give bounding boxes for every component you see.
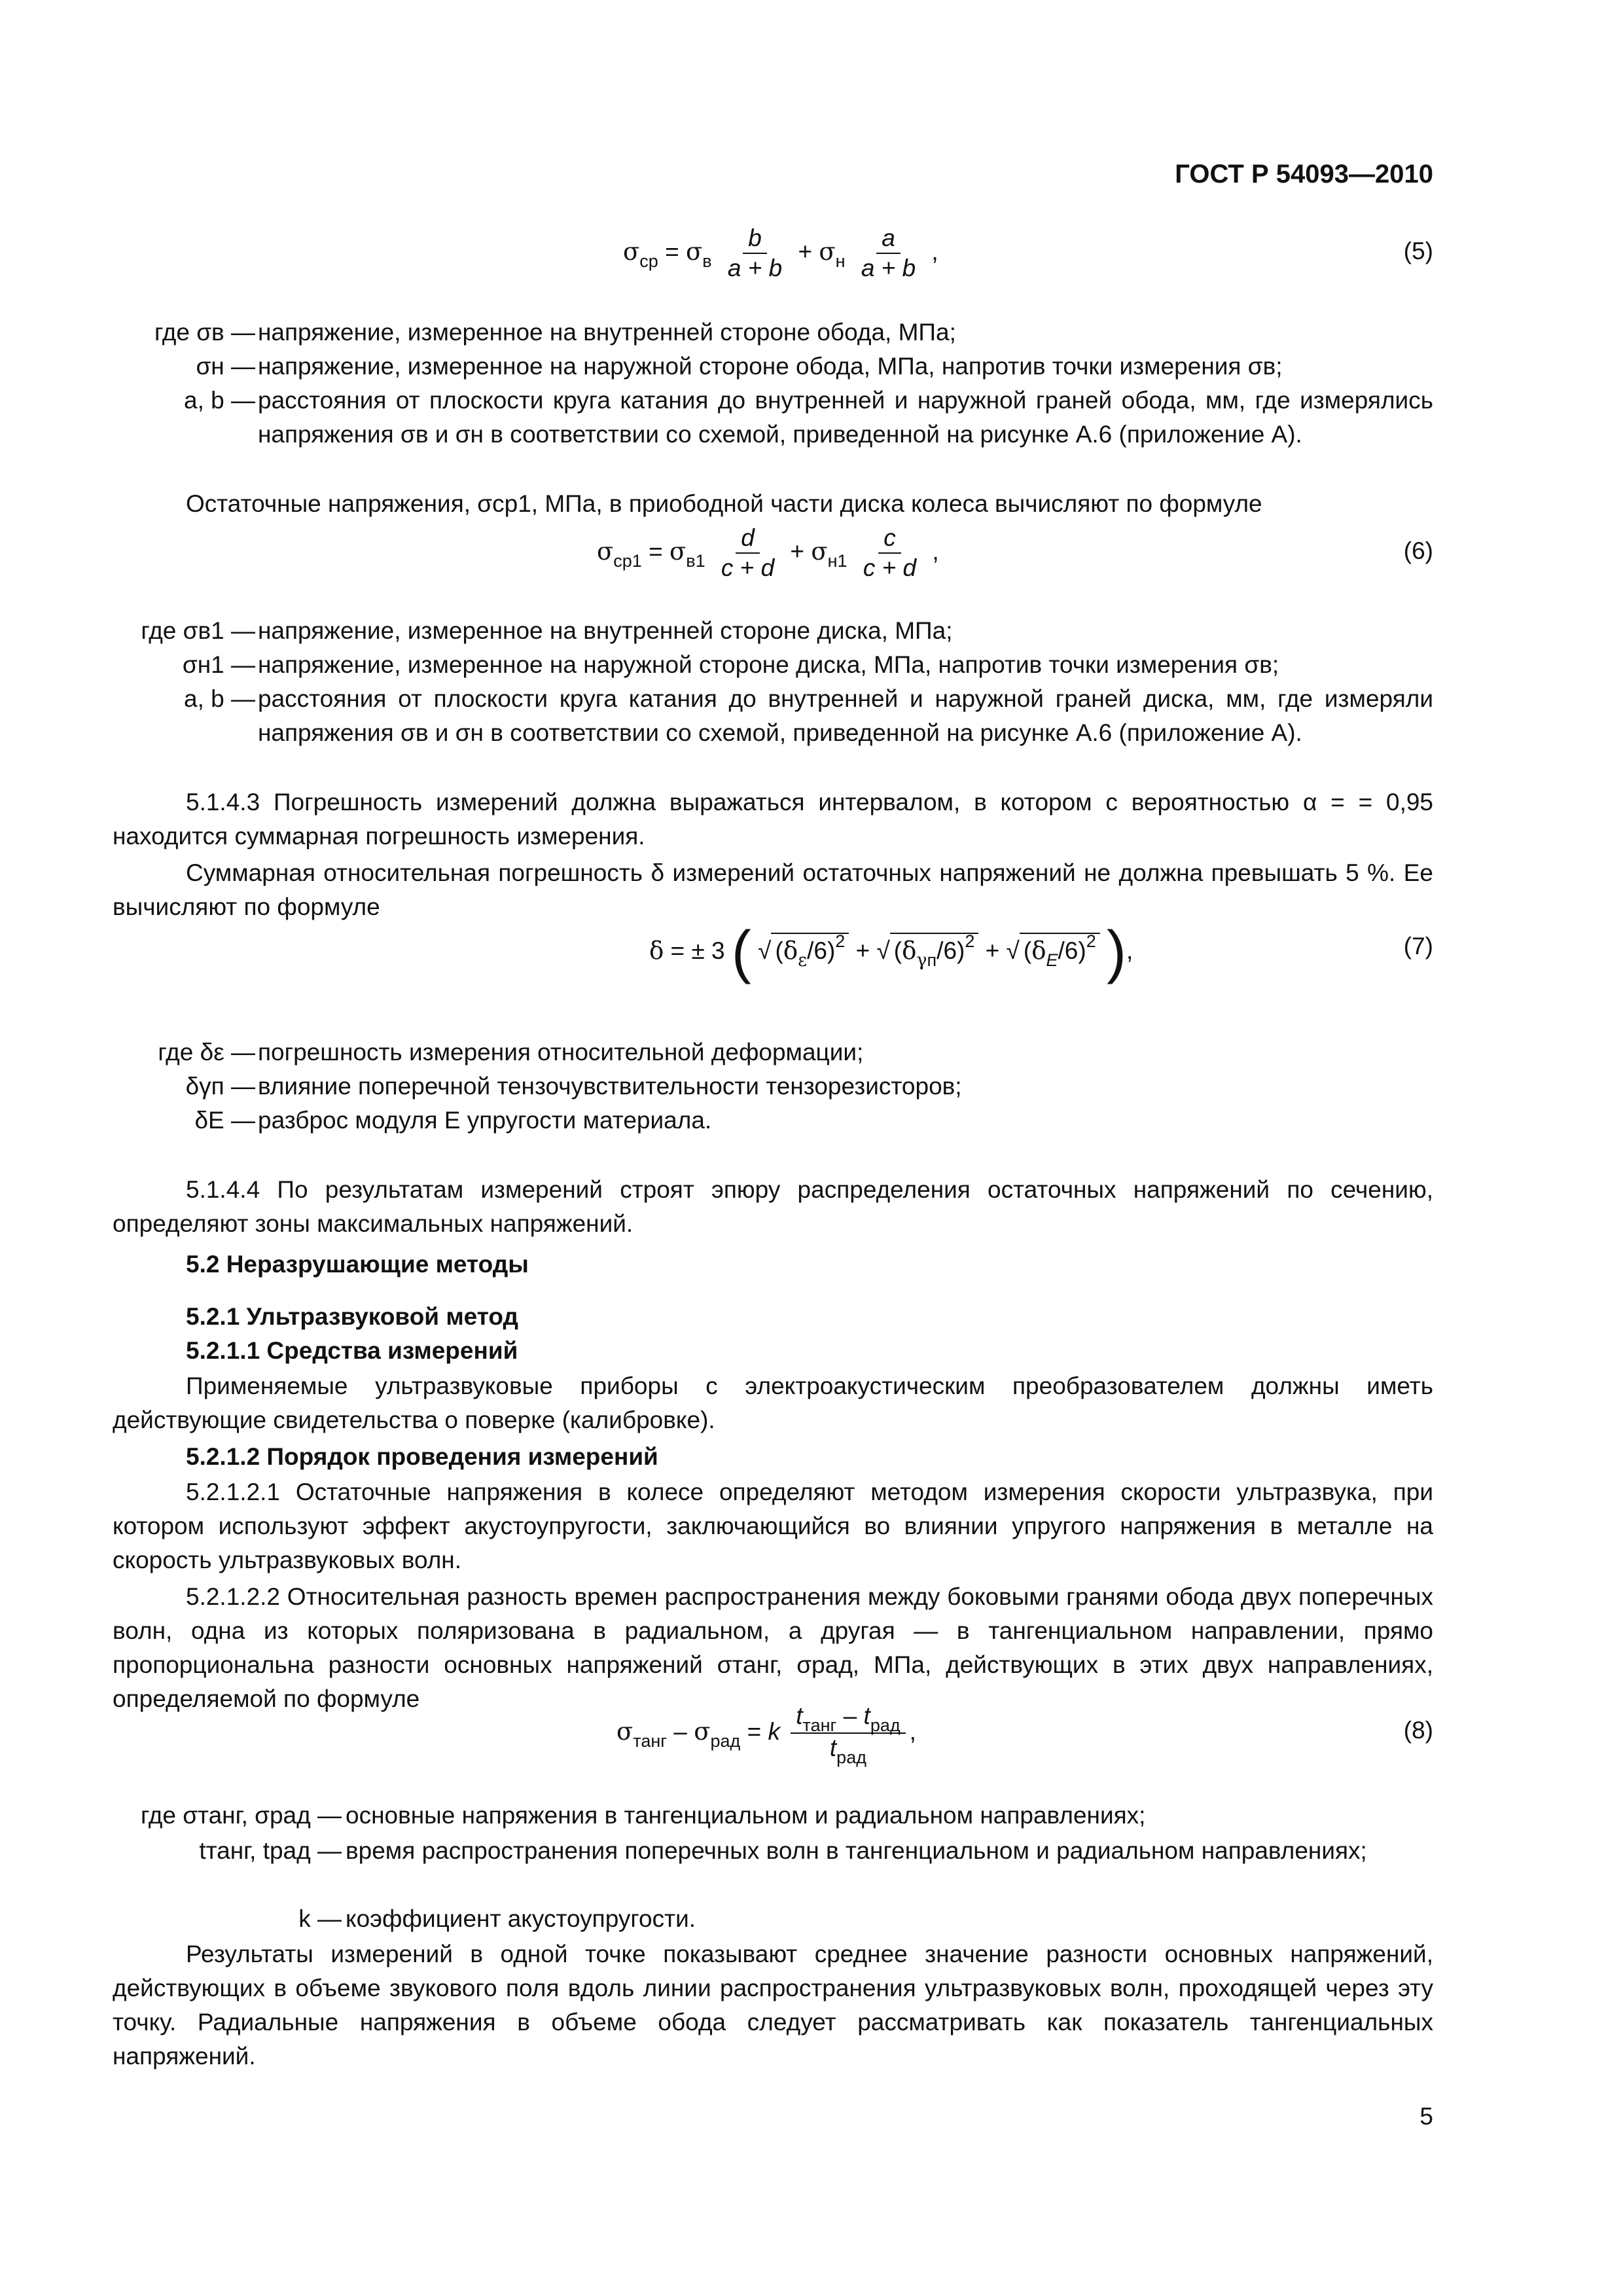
legend-text: расстояния от плоскости круга катания до внутренней и наружной граней обода, мм, где измерялись напряжения σв и σн в соответствии со схемой, приведенной на рисунке А.6 (приложение А).: [258, 387, 1433, 448]
legend-text: разброс модуля E упругости материала.: [258, 1107, 712, 1134]
legend-text: напряжение, измеренное на внутренней стороне диска, МПа;: [258, 617, 953, 644]
legend-text: основные напряжения в тангенциальном и радиальном направлениях;: [346, 1802, 1146, 1829]
paragraph: 5.2.1.2.1 Остаточные напряжения в колесе определяют методом измерения скорости ультразвука, при котором используют эффект акустоупругости, заключающийся во влиянии упругого напряжения в металле на скорость ультразвуковых волн.: [113, 1479, 1433, 1573]
legend-text: время распространения поперечных волн в тангенциальном и радиальном направлениях;: [346, 1837, 1367, 1864]
legend-text: напряжение, измеренное на внутренней стороне обода, МПа;: [258, 319, 956, 346]
legend-head: δγп —: [185, 1073, 255, 1100]
legend-head: σн1 —: [182, 651, 255, 678]
paragraph: 5.2.1.2.2 Относительная разность времен распространения между боковыми гранями обода двух поперечных волн, одна из которых поляризована в радиальном, а другая — в тангенциальном направлении, прямо пропорциональна разности основных напряжений σтанг, σрад, МПа, действующих в этих двух направлениях, определяемой по формуле: [113, 1583, 1433, 1712]
legend-head: δE —: [194, 1107, 255, 1134]
paragraph: Суммарная относительная погрешность δ измерений остаточных напряжений не должна превышать 5 %. Ее вычисляют по формуле: [113, 859, 1433, 920]
legend-head: tтанг, tрад —: [199, 1837, 342, 1864]
document-page: [113, 0, 1433, 2296]
legend-text: влияние поперечной тензочувствительности тензорезисторов;: [258, 1073, 962, 1100]
equation-number-6: (6): [1403, 537, 1433, 564]
legend-head: k —: [298, 1905, 342, 1932]
legend-head: a, b —: [184, 387, 255, 414]
legend-text: погрешность измерения относительной деформации;: [258, 1039, 864, 1066]
paragraph: 5.1.4.4 По результатам измерений строят эпюру распределения остаточных напряжений по сечению, определяют зоны максимальных напряжений.: [113, 1176, 1433, 1237]
legend-text: расстояния от плоскости круга катания до внутренней и наружной граней диска, мм, где измеряли напряжения σв и σн в соответствии со схемой, приведенной на рисунке А.6 (приложение А).: [258, 685, 1433, 746]
legend-text: напряжение, измеренное на наружной стороне обода, МПа, напротив точки измерения σв;: [258, 353, 1283, 380]
legend-head: где σв —: [154, 319, 255, 346]
legend-head: a, b —: [184, 685, 255, 712]
paragraph: Остаточные напряжения, σср1, МПа, в приободной части диска колеса вычисляют по формуле: [186, 490, 1262, 517]
paragraph: Результаты измерений в одной точке показывают среднее значение разности основных напряжений, действующих в объеме звукового поля вдоль линии распространения ультразвуковых волн, проходящей через эту точку. Радиальные напряжения в объеме обода следует рассматривать как показатель тангенциальных напряжений.: [113, 1941, 1433, 2070]
equation-6: $\sigma_{ср1} = \sigma_{в1}$ $\frac{d}{c + d}$ + $\sigma_{н1}$ $\frac{c}{c + d}$ ,: [597, 524, 939, 581]
legend-head: где σтанг, σрад —: [140, 1802, 342, 1829]
legend-head: где σв1 —: [141, 617, 255, 644]
legend-head: σн —: [196, 353, 255, 380]
paragraph: 5.1.4.3 Погрешность измерений должна выражаться интервалом, в котором с вероятностью α = = 0,95 находится суммарная погрешность измерения.: [113, 789, 1433, 850]
equation-number-7: (7): [1403, 933, 1433, 960]
section-heading: 5.2.1.2 Порядок проведения измерений: [186, 1443, 658, 1470]
legend-text: коэффициент акустоупругости.: [346, 1905, 696, 1932]
equation-7: δ = ± 3 ( √ $(\delta_\varepsilon/6)^2$ + √ $(\delta_{\gamma п}/6)^2$ + √ $(\delta_E/6)^2$ ),: [649, 920, 1133, 985]
section-heading: 5.2.1 Ультразвуковой метод: [186, 1303, 519, 1330]
section-heading: 5.2.1.1 Средства измерений: [186, 1337, 518, 1364]
page-number: 5: [1419, 2103, 1433, 2130]
equation-number-5: (5): [1403, 238, 1433, 264]
equation-number-8: (8): [1403, 1717, 1433, 1744]
section-heading: 5.2 Неразрушающие методы: [186, 1251, 529, 1278]
paragraph: Применяемые ультразвуковые приборы с электроакустическим преобразователем должны иметь действующие свидетельства о поверке (калибровке).: [113, 1372, 1433, 1433]
legend-head: где δε —: [158, 1039, 255, 1066]
legend-text: напряжение, измеренное на наружной стороне диска, МПа, напротив точки измерения σв;: [258, 651, 1279, 678]
document-header: ГОСТ Р 54093—2010: [1175, 160, 1433, 188]
equation-5: $\sigma_{ср} = \sigma_в$ $\frac{b}{a + b}$ + $\sigma_н$ $\frac{a}{a + b}$ ,: [623, 224, 938, 281]
equation-8: $\sigma_{танг} - \sigma_{рад} = k$ $\frac{t_{танг} - t_{рад}}{t_{рад}}$ ,: [616, 1702, 916, 1767]
